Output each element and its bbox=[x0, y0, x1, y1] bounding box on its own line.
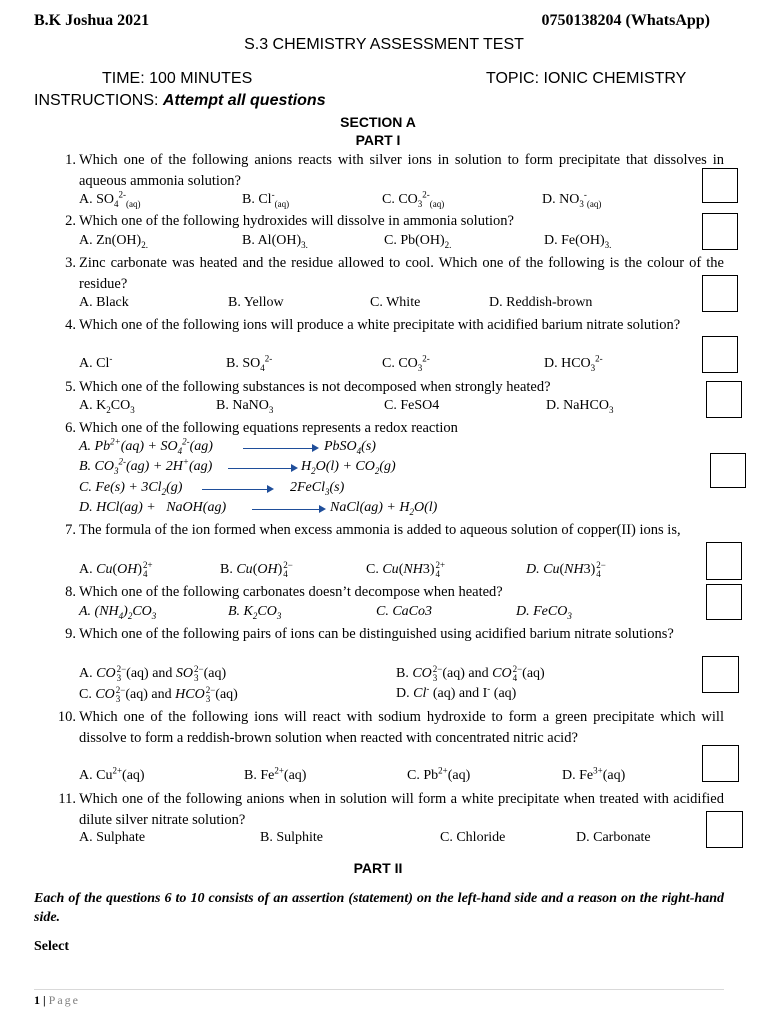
question-number: 10. bbox=[57, 709, 76, 725]
answer-box-10[interactable] bbox=[702, 745, 739, 782]
question-number: 9. bbox=[65, 626, 76, 642]
question-text: Which one of the following equations represents a redox reaction bbox=[79, 420, 458, 436]
option-b: B. CO 2− 3 (aq) and CO 2− 4 (aq) bbox=[396, 664, 545, 683]
question-10 bbox=[50, 707, 724, 748]
page-title: S.3 CHEMISTRY ASSESSMENT TEST bbox=[244, 36, 524, 53]
option-d: D. Cl- (aq) and I- (aq) bbox=[396, 683, 517, 701]
option-a-product: PbSO$_4$(s) bbox=[324, 439, 376, 456]
option-c: C. $Pb^{2+}(aq)$ bbox=[407, 765, 471, 783]
question-number: 2. bbox=[65, 213, 76, 229]
answer-box-11[interactable] bbox=[706, 811, 743, 848]
question-8 bbox=[50, 582, 724, 603]
answer-box-7[interactable] bbox=[706, 542, 742, 580]
option-c: C. $CO_3^{2-}$ bbox=[382, 353, 430, 373]
option-b: B. $SO_4^{2-}$ bbox=[226, 353, 273, 373]
question-9 bbox=[50, 624, 724, 645]
page-label: Page bbox=[48, 993, 80, 1007]
option-d: D. HCl(ag) + NaOH(ag) bbox=[79, 500, 227, 515]
page-number: 1 bbox=[34, 993, 40, 1007]
option-b: B. Yellow bbox=[228, 295, 284, 310]
question-number: 7. bbox=[65, 522, 76, 538]
part-two-intro: Each of the questions 6 to 10 consists of an assertion (statement) on the left-hand side and a reason on the right-hand side. bbox=[34, 891, 724, 925]
question-text: Which one of the following hydroxides will dissolve in ammonia solution? bbox=[79, 213, 514, 229]
option-c: C. Chloride bbox=[440, 830, 506, 845]
option-c: C. FeSO4 bbox=[384, 398, 440, 413]
option-d: D. FeCO$_3$ bbox=[516, 604, 572, 621]
question-number: 1. bbox=[65, 152, 76, 168]
option-b: B. NaNO$_3$ bbox=[216, 398, 274, 415]
instructions-label: INSTRUCTIONS: bbox=[34, 92, 159, 109]
option-b: B. $Cl^-_{(aq)}$ bbox=[242, 189, 290, 209]
answer-box-4[interactable] bbox=[702, 336, 738, 373]
question-7 bbox=[50, 520, 724, 541]
select-label: Select bbox=[34, 939, 69, 954]
answer-box-9[interactable] bbox=[702, 656, 739, 693]
answer-box-3[interactable] bbox=[702, 275, 738, 312]
option-c: C. CO 2− 3 (aq) and HCO 2− 3 (aq) bbox=[79, 685, 238, 704]
part-two-heading: PART II bbox=[353, 860, 403, 876]
option-d-product: NaCl(ag) + $H_2O(l)$ bbox=[330, 500, 438, 517]
question-4 bbox=[50, 315, 724, 336]
reaction-arrow bbox=[228, 468, 292, 469]
time-label: TIME: 100 MINUTES bbox=[102, 70, 253, 87]
option-a: A. $SO_4^{2-}_{(aq)}$ bbox=[79, 189, 141, 209]
option-b-product: $H_2O(l) + CO_2(g)$ bbox=[301, 459, 396, 476]
option-b: B. Sulphite bbox=[260, 830, 324, 845]
option-d: D. $NO_3^-_{(aq)}$ bbox=[542, 189, 602, 209]
question-text: Which one of the following carbonates doesn’t decompose when heated? bbox=[79, 584, 503, 600]
option-d: D. NaHCO$_3$ bbox=[546, 398, 614, 415]
option-a: A. $Zn(OH)_{2.}$ bbox=[79, 233, 148, 250]
reaction-arrow bbox=[243, 448, 313, 449]
page-footer: 1 | Page bbox=[34, 993, 80, 1007]
option-c: C. CaCo3 bbox=[376, 604, 433, 619]
option-a: A. $Cu^{2+}(aq)$ bbox=[79, 765, 145, 783]
option-d: D. $Fe(OH)_{3.}$ bbox=[544, 233, 612, 250]
option-c: C. White bbox=[370, 295, 421, 310]
answer-box-6[interactable] bbox=[710, 453, 746, 488]
option-a: A. Sulphate bbox=[79, 830, 146, 845]
option-b: B. $Fe^{2+}(aq)$ bbox=[244, 765, 307, 783]
option-d: D. $Fe^{3+}(aq)$ bbox=[562, 765, 626, 783]
answer-box-1[interactable] bbox=[702, 168, 738, 203]
answer-box-8[interactable] bbox=[706, 584, 742, 620]
phone-line: 0750138204 (WhatsApp) bbox=[541, 12, 710, 29]
option-c-product: 2FeCl$_3$(s) bbox=[290, 480, 345, 497]
question-number: 5. bbox=[65, 379, 76, 395]
question-6 bbox=[50, 418, 724, 439]
option-c: C. Cu(NH3) 2+ 4 bbox=[366, 560, 446, 579]
question-number: 11. bbox=[58, 791, 76, 807]
question-text: Zinc carbonate was heated and the residue allowed to cool. Which one of the following is the colour of the residue? bbox=[79, 255, 724, 292]
option-b: B. $K_2CO_3$ bbox=[228, 604, 282, 621]
footer-divider bbox=[34, 989, 724, 990]
question-3 bbox=[50, 253, 724, 294]
question-5 bbox=[50, 377, 724, 398]
question-11 bbox=[50, 789, 724, 830]
option-d: D. Cu(NH3) 2− 4 bbox=[526, 560, 606, 579]
instructions-text: Attempt all questions bbox=[162, 92, 326, 109]
section-heading: SECTION A bbox=[340, 114, 416, 130]
part-one-heading: PART I bbox=[355, 132, 401, 148]
option-a: A. Cu(OH) 2+ 4 bbox=[79, 560, 153, 579]
question-text: Which one of the following substances is not decomposed when strongly heated? bbox=[79, 379, 551, 395]
option-b: B. $CO_3^{2-}(ag) + 2H^+(ag)$ bbox=[79, 456, 213, 476]
option-b: B. Cu(OH) 2− 4 bbox=[220, 560, 293, 579]
option-c: C. $Pb(OH)_{2.}$ bbox=[384, 233, 452, 250]
question-number: 6. bbox=[65, 420, 76, 436]
topic-label: TOPIC: IONIC CHEMISTRY bbox=[486, 70, 687, 87]
option-a: A. $Pb^{2+}(aq) + SO_4^{2-}(ag)$ bbox=[79, 436, 213, 456]
question-text: Which one of the following ions will react with sodium hydroxide to form a green precipitate which will dissolve to form a reddish-brown solution when reacted with concentrated nitric acid? bbox=[79, 709, 724, 746]
question-text: Which one of the following anions reacts with silver ions in solution to form precipitate that dissolves in aqueous ammonia solution? bbox=[79, 152, 724, 189]
author-line: B.K Joshua 2021 bbox=[34, 12, 150, 29]
question-text: Which one of the following ions will produce a white precipitate with acidified barium nitrate solution? bbox=[79, 317, 681, 333]
instructions bbox=[34, 92, 326, 110]
option-d: D. Carbonate bbox=[576, 830, 651, 845]
answer-box-2[interactable] bbox=[702, 213, 738, 250]
option-b: B. $Al(OH)_{3.}$ bbox=[242, 233, 308, 250]
question-2 bbox=[50, 211, 724, 232]
option-c: C. $Fe(s) + 3Cl_2(g)$ bbox=[79, 480, 183, 497]
option-a: A. CO 2− 3 (aq) and SO 2− 3 (aq) bbox=[79, 664, 227, 683]
question-number: 8. bbox=[65, 584, 76, 600]
option-a: A. $(NH_4)_2CO_3$ bbox=[79, 604, 157, 621]
option-d: D. $HCO_3^{2-}$ bbox=[544, 353, 603, 373]
option-a: A. Black bbox=[79, 295, 129, 310]
reaction-arrow bbox=[202, 489, 268, 490]
question-text: Which one of the following pairs of ions can be distinguished using acidified barium nitrate solutions? bbox=[79, 626, 674, 642]
answer-box-5[interactable] bbox=[706, 381, 742, 418]
question-number: 4. bbox=[65, 317, 76, 333]
question-1 bbox=[50, 150, 724, 191]
option-a: A. Cl- bbox=[79, 353, 113, 371]
question-number: 3. bbox=[65, 255, 76, 271]
option-c: C. $CO_3^{2-}_{(aq)}$ bbox=[382, 189, 445, 209]
question-text: Which one of the following anions when in solution will form a white precipitate when treated with acidified dilute silver nitrate solution? bbox=[79, 791, 724, 828]
option-a: A. $K_2CO_3$ bbox=[79, 398, 135, 415]
reaction-arrow bbox=[252, 509, 320, 510]
question-text: The formula of the ion formed when excess ammonia is added to aqueous solution of copper(II) ions is, bbox=[79, 522, 681, 538]
option-d: D. Reddish-brown bbox=[489, 295, 593, 310]
